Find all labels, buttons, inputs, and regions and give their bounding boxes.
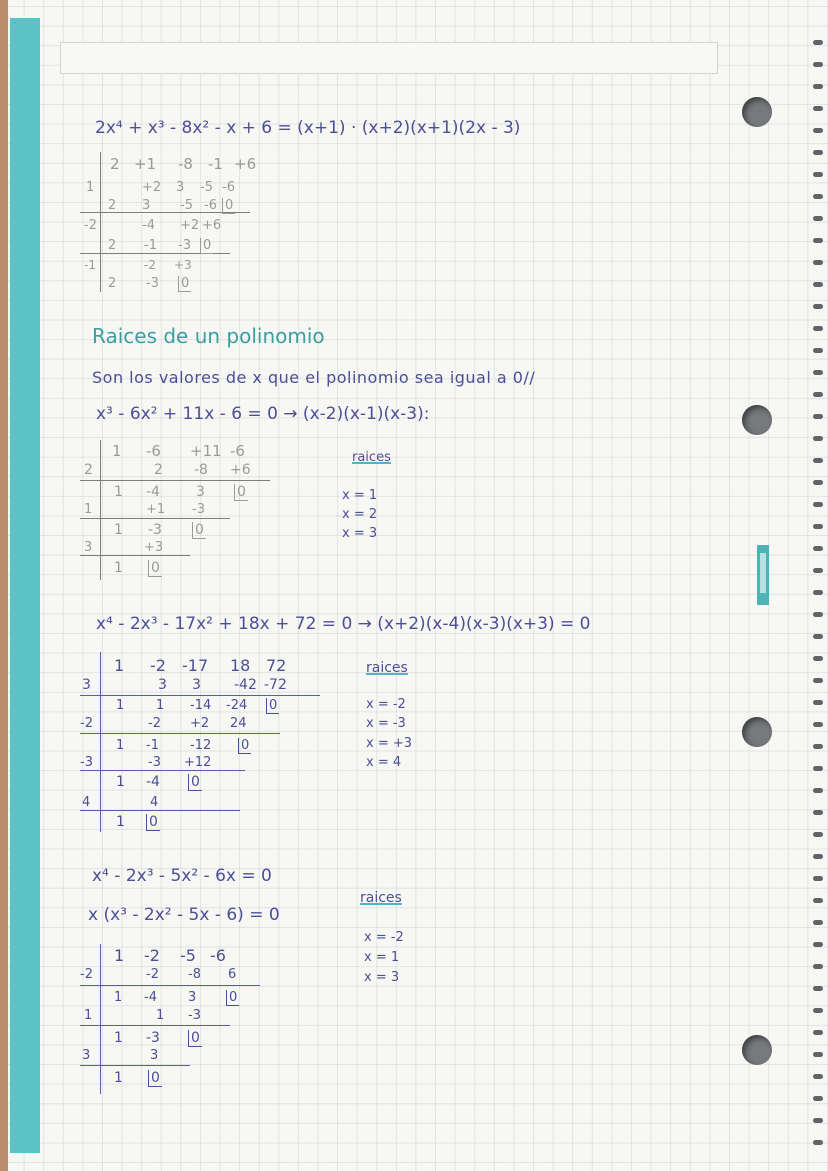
example1-row-4: 2 -1 -3 0 bbox=[108, 238, 212, 253]
spiral-coil bbox=[813, 370, 823, 375]
example4-factored: x (x³ - 2x² - 5x - 6) = 0 bbox=[88, 905, 280, 925]
example4-equation: x⁴ - 2x³ - 5x² - 6x = 0 bbox=[92, 866, 272, 886]
example3-row-0: 1 -2 -17 18 72 bbox=[114, 656, 287, 675]
spiral-coil bbox=[813, 590, 823, 595]
example4-row-3: 1 1 -3 bbox=[84, 1008, 201, 1023]
example4-row-4: 1 -3 0 bbox=[114, 1030, 200, 1046]
binder-hole-icon bbox=[742, 405, 772, 435]
example2-row-0: 1 -6 +11 -6 bbox=[112, 442, 245, 460]
spiral-coil bbox=[813, 238, 823, 243]
spiral-coil bbox=[813, 568, 823, 573]
example3-row-7: 4 4 bbox=[82, 795, 159, 810]
ruffini-horizontal-line bbox=[80, 480, 270, 481]
ruffini-horizontal-line bbox=[80, 810, 240, 811]
spiral-coil bbox=[813, 172, 823, 177]
example1-row-2: 2 3 -5 -6 0 bbox=[108, 198, 234, 213]
spiral-coil bbox=[813, 1096, 823, 1101]
spiral-coil bbox=[813, 1052, 823, 1057]
spiral-coil bbox=[813, 810, 823, 815]
spiral-coil bbox=[813, 1118, 823, 1123]
example3-roots-label: raices bbox=[366, 660, 408, 676]
example3-row-4: 1 -1 -12 0 bbox=[116, 738, 250, 753]
example1-row-1: 1 +2 3 -5 -6 bbox=[86, 180, 235, 195]
example2-row-5: 3 +3 bbox=[84, 540, 164, 555]
example2-row-3: 1 +1 -3 bbox=[84, 502, 205, 517]
spiral-coil bbox=[813, 942, 823, 947]
notebook-brand-label bbox=[757, 545, 769, 605]
spiral-coil bbox=[813, 744, 823, 749]
spiral-coil bbox=[813, 546, 823, 551]
spiral-coil bbox=[813, 700, 823, 705]
spiral-coil bbox=[813, 436, 823, 441]
spiral-coil bbox=[813, 414, 823, 419]
binder-hole-icon bbox=[742, 717, 772, 747]
spiral-coil bbox=[813, 1140, 823, 1145]
example4-row-1: -2 -2 -8 6 bbox=[80, 967, 237, 982]
spiral-coil bbox=[813, 722, 823, 727]
spiral-coil bbox=[813, 920, 823, 925]
spiral-coil bbox=[813, 612, 823, 617]
spiral-coil bbox=[813, 986, 823, 991]
example3-row-1: 3 3 3 -42 -72 bbox=[82, 677, 287, 693]
example3-equation: x⁴ - 2x³ - 17x² + 18x + 72 = 0 → (x+2)(x-4)(x-3)(x+3) = 0 bbox=[96, 614, 591, 634]
example4-row-6: 1 0 bbox=[114, 1070, 160, 1086]
spiral-coil bbox=[813, 678, 823, 683]
ruffini-horizontal-line bbox=[80, 518, 230, 519]
ruffini-horizontal-line bbox=[80, 695, 320, 696]
example3-row-3: -2 -2 +2 24 bbox=[80, 716, 247, 731]
spiral-coil bbox=[813, 964, 823, 969]
spiral-coil bbox=[813, 106, 823, 111]
example4-roots-label: raices bbox=[360, 890, 402, 906]
spiral-coil bbox=[813, 634, 823, 639]
spiral-coil bbox=[813, 282, 823, 287]
ruffini-horizontal-line bbox=[80, 1025, 230, 1026]
ruffini-horizontal-line bbox=[80, 770, 245, 771]
example2-root: x = 2 bbox=[342, 507, 378, 522]
spiral-coil bbox=[813, 216, 823, 221]
spiral-coil bbox=[813, 128, 823, 133]
example3-row-5: -3 -3 +12 bbox=[80, 755, 212, 770]
margin-color-bar bbox=[10, 18, 40, 1153]
spiral-coil bbox=[813, 304, 823, 309]
example3-root: x = -2 bbox=[366, 697, 406, 712]
example4-row-5: 3 3 bbox=[82, 1048, 159, 1063]
spiral-coil bbox=[813, 854, 823, 859]
example2-row-2: 1 -4 3 0 bbox=[114, 484, 246, 500]
spiral-coil bbox=[813, 62, 823, 67]
example4-root: x = 1 bbox=[364, 950, 400, 965]
example4-row-0: 1 -2 -5 -6 bbox=[114, 946, 226, 965]
spiral-coil bbox=[813, 84, 823, 89]
spiral-coil bbox=[813, 656, 823, 661]
example2-row-1: 2 2 -8 +6 bbox=[84, 462, 251, 478]
binder-hole-icon bbox=[742, 1035, 772, 1065]
spiral-coil bbox=[813, 876, 823, 881]
example3-row-8: 1 0 bbox=[116, 814, 158, 830]
spiral-coil bbox=[813, 898, 823, 903]
example1-equation: 2x⁴ + x³ - 8x² - x + 6 = (x+1) · (x+2)(x+1)(2x - 3) bbox=[95, 118, 521, 138]
spiral-coil bbox=[813, 260, 823, 265]
example2-row-6: 1 0 bbox=[114, 560, 160, 576]
example2-row-4: 1 -3 0 bbox=[114, 522, 204, 538]
example3-root: x = +3 bbox=[366, 736, 413, 751]
example4-root: x = -2 bbox=[364, 930, 404, 945]
spiral-coil bbox=[813, 832, 823, 837]
example4-row-2: 1 -4 3 0 bbox=[114, 990, 238, 1005]
spiral-coil bbox=[813, 1074, 823, 1079]
example1-row-3: -2 -4 +2 +6 bbox=[84, 218, 222, 233]
spiral-coil bbox=[813, 348, 823, 353]
example2-root: x = 1 bbox=[342, 488, 378, 503]
spiral-coil bbox=[813, 524, 823, 529]
example3-root: x = 4 bbox=[366, 755, 402, 770]
example3-row-2: 1 1 -14 -24 0 bbox=[116, 698, 278, 713]
page-edge bbox=[0, 0, 8, 1171]
example1-row-6: 2 -3 0 bbox=[108, 276, 190, 291]
section-definition: Son los valores de x que el polinomio sea igual a 0// bbox=[92, 368, 536, 387]
spiral-coil bbox=[813, 502, 823, 507]
spiral-coil bbox=[813, 1008, 823, 1013]
spiral-coil bbox=[813, 326, 823, 331]
spiral-coil bbox=[813, 480, 823, 485]
ruffini-horizontal-line bbox=[80, 985, 260, 986]
ruffini-horizontal-line bbox=[80, 733, 280, 734]
example2-root: x = 3 bbox=[342, 526, 378, 541]
example1-row-0: 2 +1 -8 -1 +6 bbox=[110, 155, 257, 173]
spiral-coil bbox=[813, 1030, 823, 1035]
section-title: Raices de un polinomio bbox=[92, 324, 325, 348]
spiral-coil bbox=[813, 392, 823, 397]
spiral-coil bbox=[813, 40, 823, 45]
spiral-coil bbox=[813, 766, 823, 771]
example2-roots-label: raices bbox=[352, 450, 391, 465]
example4-root: x = 3 bbox=[364, 970, 400, 985]
example3-row-6: 1 -4 0 bbox=[116, 774, 200, 790]
binder-hole-icon bbox=[742, 97, 772, 127]
example3-root: x = -3 bbox=[366, 716, 406, 731]
spiral-coil bbox=[813, 788, 823, 793]
header-box bbox=[60, 42, 718, 74]
spiral-coil bbox=[813, 150, 823, 155]
spiral-coil bbox=[813, 194, 823, 199]
example1-row-5: -1 -2 +3 bbox=[84, 258, 192, 272]
spiral-coil bbox=[813, 458, 823, 463]
example2-equation: x³ - 6x² + 11x - 6 = 0 → (x-2)(x-1)(x-3): bbox=[96, 404, 430, 424]
ruffini-horizontal-line bbox=[80, 1065, 190, 1066]
ruffini-horizontal-line bbox=[80, 555, 190, 556]
